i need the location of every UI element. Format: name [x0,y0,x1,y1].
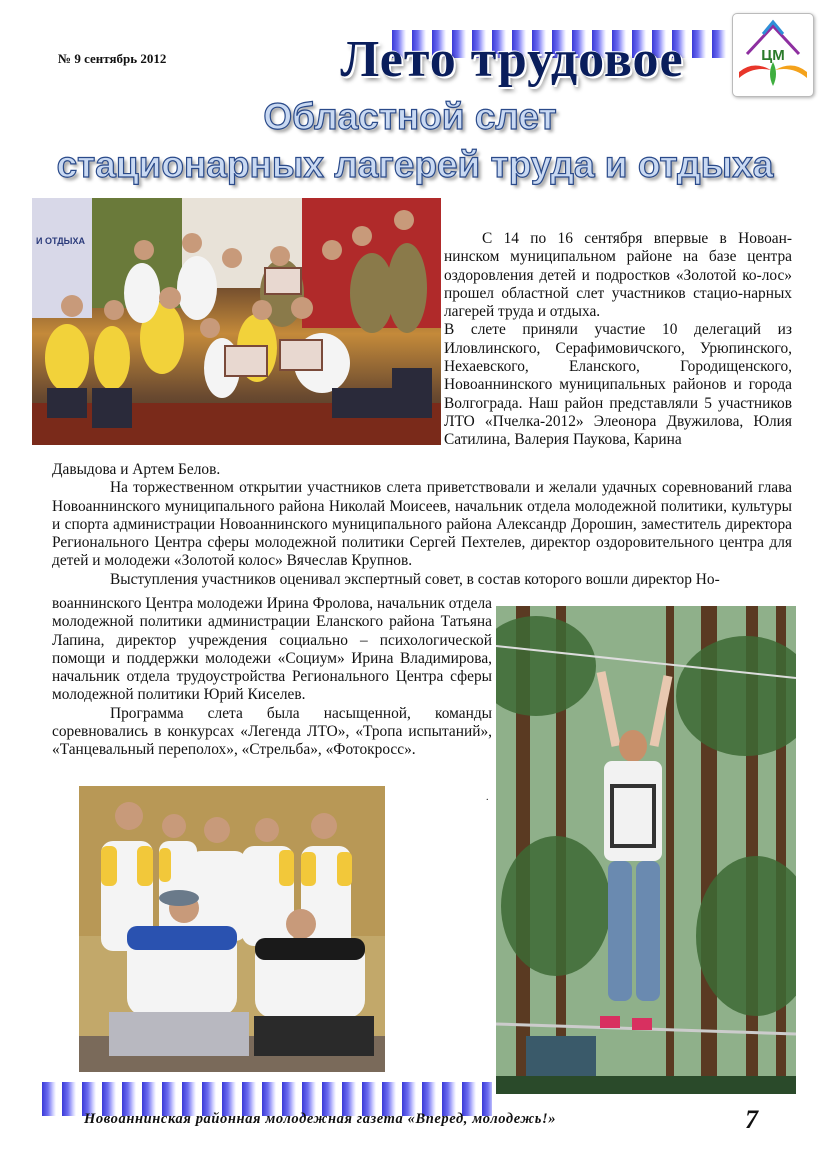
subtitle-line-1: Областной слет [263,96,557,137]
logo-text: ЦМ [761,47,785,64]
article-paragraph-1: С 14 по 16 сентября впервые в Новоан-нинском муниципальном районе на базе центра оздоровления детей и подростков «Золотой ко-лос» прошел областной слет участников стацио-нарных лагерей труда и отдыха. [444,230,792,321]
newspaper-footer: Новоаннинская районная молодежная газета «Вперед, молодежь!» [84,1111,557,1127]
article-paragraph-3: На торжественном открытии участников слета приветствовали и желали удачных соревнований глава Новоаннинского муниципального района Николай Моисеев, начальник отдела молодежной политики, культуры и спорта администрации Новоаннинского муниципального района Александр Дорошин, заместитель директора Регионального Центра сферы молодежной политики Сергей Пехтелев, директор оздоровительного центра для детей и молодежи «Золотой колос» Вячеслав Крупнов. [52,479,792,570]
logo-icon [733,14,813,96]
article-paragraph-4-cont: воаннинского Центра молодежи Ирина Фролова, начальник отдела молодежной политики администрации Еланского района Татьяна Лапина, директор учреждения социально – психологической помощи и поддержки молодежи «Социум» Ирина Владимирова, начальник отдела трудоустройства Регионального Центра сферы молодежной политики Юрий Киселев. [52,595,492,704]
group-photo-tshirts [79,786,385,1072]
subtitle-line-2: стационарных лагерей труда и отдыха [56,144,774,185]
article-paragraph-2-cont: Давыдова и Артем Белов. [52,461,221,478]
issue-date: № 9 сентябрь 2012 [58,51,167,66]
article-paragraph-4-start: Выступления участников оценивал экспертный совет, в состав которого вошли директор Но- [110,570,720,588]
article-paragraph-2: В слете приняли участие 10 делегаций из Иловлинского, Серафимовичского, Урюпинского, Нехаевского, Еланского, Городищенского, Новоаннинского муниципальных районов и города Волгограда. Наш район представляли 5 участников ЛТО «Пчелка-2012» Элеонора Двужилова, Юлия Сатилина, Валерия Паукова, Карина [444,321,792,449]
stray-dot: . [486,792,489,803]
group-photo-certificates [32,198,441,445]
photo-banner-text: И ОТДЫХА [36,236,85,246]
logo [732,13,814,97]
article-column-full [52,461,792,589]
article-column-left [52,595,492,760]
article-paragraph-5: Программа слета была насыщенной, команды соревновались в конкурсах «Легенда ЛТО», «Тропа испытаний», «Танцевальный переполох», «Стрельба», «Фотокросс». [52,704,492,759]
headline: Лето трудовое [340,31,684,88]
article-column-top [444,230,792,450]
page-number: 7 [745,1105,758,1134]
rope-course-photo [496,606,796,1094]
